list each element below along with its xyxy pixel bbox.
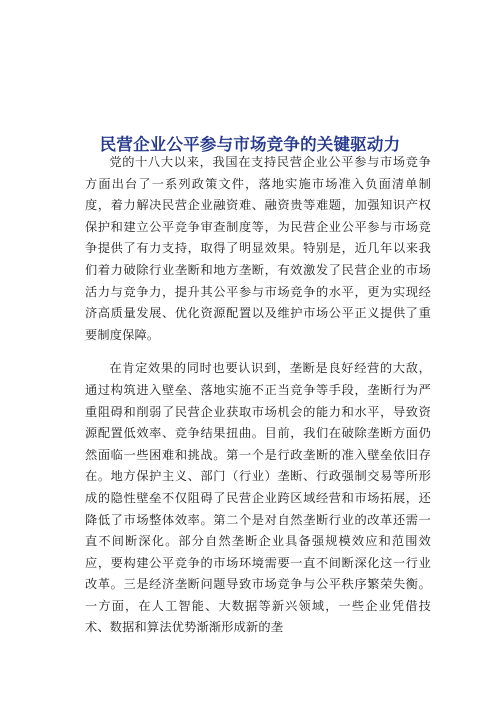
paragraph-1: 党的十八大以来，我国在支持民营企业公平参与市场竞争方面出台了一系列政策文件，落地实施市场准入负面清单制度，着力解决民营企业融资难、融资贵等难题，加强知识产权保护和建立公平竞争审查制度等，为民营企业公平参与市场竞争提供了有力支持，取得了明显效果。特别是，近几年以来我们着力破除行业垄断和地方垄断，有效激发了民营企业的市场活力与竞争力，提升其公平参与市场竞争的水平，更为实现经济高质量发展、优化资源配置以及维护市场公平正义提供了重要制度保障。: [85, 155, 431, 342]
paragraph-2: 在肯定效果的同时也要认识到，垄断是良好经营的大敌，通过构筑进入壁垒、落地实施不正当竞争等手段，垄断行为严重阻碍和削弱了民营企业获取市场机会的能力和水平，导致资源配置低效率、竞争结果扭曲。目前，我们在破除垄断方面仍然面临一些困难和挑战。第一个是行政垄断的准入壁垒依旧存在。地方保护主义、部门（行业）垄断、行政强制交易等所形成的隐性壁垒不仅阻碍了民营企业跨区域经营和市场拓展，还降低了市场整体效率。第二个是对自然垄断行业的改革还需一直不间断深化。部分自然垄断企业具备强规模效应和范围效应，要构建公平竞争的市场环境需要一直不间断深化这一行业改革。三是经济垄断问题导致市场竞争与公平秩序繁荣失衡。一方面，在人工智能、大数据等新兴领域，一些企业凭借技术、数据和算法优势渐渐形成新的垄: [85, 361, 431, 635]
document-title: 民营企业公平参与市场竞争的关键驱动力: [99, 135, 401, 155]
document-body: [85, 152, 431, 639]
